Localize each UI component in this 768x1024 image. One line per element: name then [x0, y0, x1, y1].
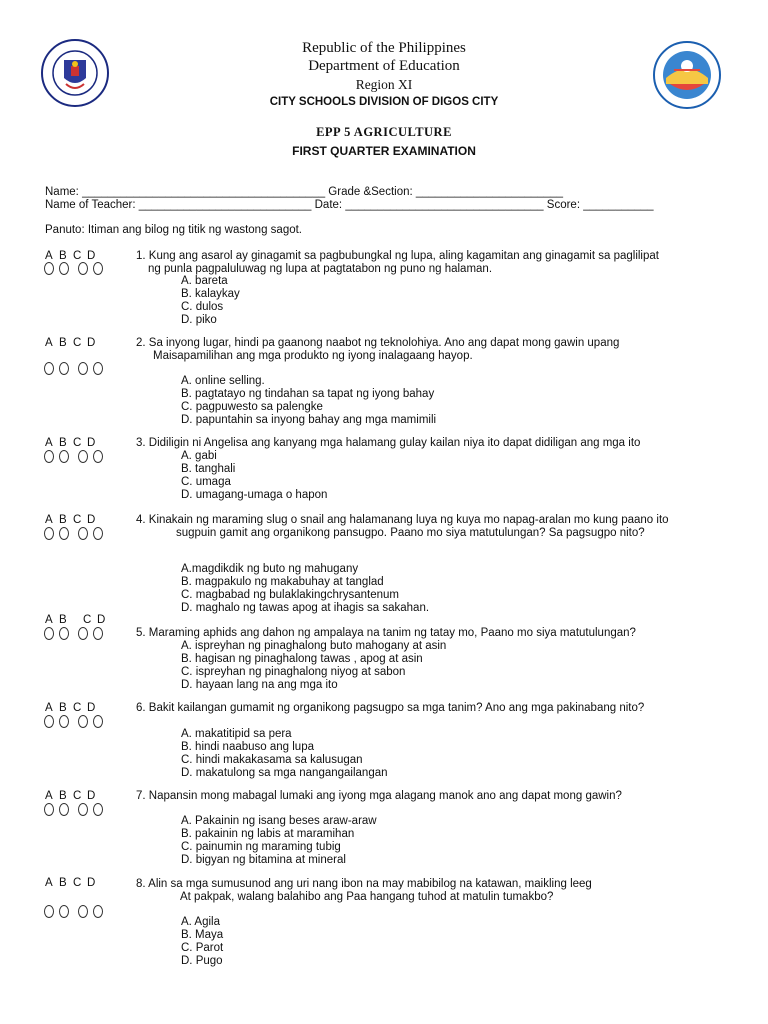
answer-bubbles[interactable]	[44, 715, 108, 728]
question-1-options	[181, 275, 240, 327]
question-7: 7. Napansin mong mabagal lumaki ang iyong mga alagang manok ano ang dapat mong gawin?	[136, 790, 622, 802]
bubble-b[interactable]	[59, 627, 69, 640]
list-item: A. makatitipid sa pera	[181, 728, 292, 740]
answer-letters: A B C D	[45, 877, 96, 889]
question-2: 2. Sa inyong lugar, hindi pa gaanong naabot ng teknolohiya. Ano ang dapat mong gawin upang Maisapamilihan ang mga produkto ng iyong inalagaang hayop.	[136, 337, 620, 362]
list-item: B. Maya	[181, 929, 224, 941]
list-item: D. Pugo	[181, 955, 223, 967]
answer-bubbles[interactable]	[44, 362, 108, 375]
bubble-d[interactable]	[93, 450, 103, 463]
bubble-b[interactable]	[59, 715, 69, 728]
list-item: C. Parot	[181, 942, 224, 954]
bubble-b[interactable]	[59, 905, 69, 918]
question-4: 4. Kinakain ng maraming slug o snail ang halamanang luya ng kuya mo napag-aralan mo kung paano ito sugpuin gamit ang organikong pansugpo. Paano mo siya matutulungan? Sa pagsugpo nito?	[136, 514, 669, 539]
list-item: B. tanghali	[181, 463, 236, 475]
question-6: 6. Bakit kailangan gumamit ng organikong pagsugpo sa mga tanim? Ano ang mga pakinabang nito?	[136, 702, 645, 714]
list-item: C. dulos	[181, 301, 224, 313]
bubble-c[interactable]	[78, 450, 88, 463]
bubble-c[interactable]	[78, 362, 88, 375]
instructions: Panuto: Itiman ang bilog ng titik ng wastong sagot.	[45, 224, 302, 236]
question-4-options	[181, 563, 429, 615]
bubble-c[interactable]	[78, 803, 88, 816]
question-3: 3. Didiligin ni Angelisa ang kanyang mga halamang gulay kailan niya ito dapat didiligan ang mga ito	[136, 437, 641, 449]
bubble-b[interactable]	[59, 362, 69, 375]
list-item: B. magpakulo ng makabuhay at tanglad	[181, 576, 384, 588]
list-item: A.magdikdik ng buto ng mahugany	[181, 563, 359, 575]
bubble-c[interactable]	[78, 262, 88, 275]
bubble-d[interactable]	[93, 715, 103, 728]
question-8: 8. Alin sa mga sumusunod ang uri nang ibon na may mabibilog na katawan, maikling leeg At pakpak, walang balahibo ang Paa hangang tuhod at matulin tumakbo?	[136, 878, 592, 903]
header-republic: Republic of the Philippines	[302, 40, 466, 56]
answer-letters: A B C D	[45, 337, 96, 349]
list-item: C. magbabad ng bulaklakingchrysantenum	[181, 589, 399, 601]
answer-letters: A B C D	[45, 614, 106, 626]
list-item: A. Pakainin ng isang beses araw-araw	[181, 815, 377, 827]
list-item: C. ispreyhan ng pinaghalong niyog at sabon	[181, 666, 406, 678]
list-item: D. bigyan ng bitamina at mineral	[181, 854, 346, 866]
question-3-options	[181, 450, 327, 502]
list-item: C. pagpuwesto sa palengke	[181, 401, 323, 413]
bubble-c[interactable]	[78, 527, 88, 540]
answer-letters: A B C D	[45, 250, 96, 262]
list-item: A. gabi	[181, 450, 217, 462]
list-item: C. umaga	[181, 476, 231, 488]
question-2-options	[181, 375, 436, 427]
question-5: 5. Maraming aphids ang dahon ng ampalaya na tanim ng tatay mo, Paano mo siya matutulungan?	[136, 627, 636, 639]
bubble-a[interactable]	[44, 905, 54, 918]
question-6-options	[181, 728, 388, 780]
answer-bubbles[interactable]	[44, 905, 108, 918]
bubble-a[interactable]	[44, 715, 54, 728]
list-item: B. hagisan ng pinaghalong tawas , apog at asin	[181, 653, 423, 665]
bubble-b[interactable]	[59, 262, 69, 275]
bubble-c[interactable]	[78, 627, 88, 640]
list-item: A. bareta	[181, 275, 228, 287]
answer-bubbles[interactable]	[44, 527, 108, 540]
list-item: A. ispreyhan ng pinaghalong buto mahogany at asin	[181, 640, 447, 652]
list-item: D. maghalo ng tawas apog at ihagis sa sakahan.	[181, 602, 430, 614]
list-item: B. kalaykay	[181, 288, 240, 300]
name-grade-line: Name: ______________________________________ Grade &Section: _______________________	[45, 186, 563, 198]
question-7-options	[181, 815, 377, 867]
exam-title: FIRST QUARTER EXAMINATION	[292, 144, 476, 158]
list-item: D. piko	[181, 314, 217, 326]
answer-bubbles[interactable]	[44, 262, 108, 275]
bubble-c[interactable]	[78, 905, 88, 918]
header-region: Region XI	[355, 77, 413, 92]
header-division: CITY SCHOOLS DIVISION OF DIGOS CITY	[269, 96, 499, 108]
bubble-d[interactable]	[93, 527, 103, 540]
list-item: A. online selling.	[181, 375, 265, 387]
answer-letters: A B C D	[45, 514, 96, 526]
list-item: A. Agila	[181, 916, 220, 928]
bubble-b[interactable]	[59, 803, 69, 816]
bubble-a[interactable]	[44, 527, 54, 540]
bubble-d[interactable]	[93, 905, 103, 918]
question-8-options	[181, 916, 223, 968]
bubble-d[interactable]	[93, 627, 103, 640]
answer-bubbles[interactable]	[44, 803, 108, 816]
teacher-date-score-line: Name of Teacher: ___________________________ Date: _______________________________ Score: ___________	[45, 199, 654, 211]
list-item: D. umagang-umaga o hapon	[181, 489, 328, 501]
bubble-d[interactable]	[93, 803, 103, 816]
list-item: B. pagtatayo ng tindahan sa tapat ng iyong bahay	[181, 388, 435, 400]
list-item: D. papuntahin sa inyong bahay ang mga mamimili	[181, 414, 437, 426]
list-item: C. hindi makakasama sa kalusugan	[181, 754, 363, 766]
list-item: B. pakainin ng labis at maramihan	[181, 828, 355, 840]
question-1: 1. Kung ang asarol ay ginagamit sa pagbubungkal ng lupa, aling kagamitan ang ginagamit sa paglilipat ng punla pagpaluluwag ng lupa at pagtatabon ng puno ng halaman.	[136, 250, 659, 275]
bubble-a[interactable]	[44, 450, 54, 463]
subject-title: EPP 5 AGRICULTURE	[316, 125, 452, 139]
list-item: D. hayaan lang na ang mga ito	[181, 679, 338, 691]
bubble-a[interactable]	[44, 627, 54, 640]
bubble-a[interactable]	[44, 803, 54, 816]
answer-letters: A B C D	[45, 790, 96, 802]
answer-letters: A B C D	[45, 702, 96, 714]
header-department: Department of Education	[308, 58, 460, 74]
bubble-b[interactable]	[59, 450, 69, 463]
list-item: B. hindi naabuso ang lupa	[181, 741, 314, 753]
bubble-a[interactable]	[44, 362, 54, 375]
bubble-d[interactable]	[93, 262, 103, 275]
list-item: C. painumin ng maraming tubig	[181, 841, 341, 853]
bubble-d[interactable]	[93, 362, 103, 375]
answer-bubbles[interactable]	[44, 627, 108, 640]
list-item: D. makatulong sa mga nangangailangan	[181, 767, 388, 779]
bubble-c[interactable]	[78, 715, 88, 728]
answer-letters: A B C D	[45, 437, 96, 449]
answer-bubbles[interactable]	[44, 450, 108, 463]
question-5-options	[181, 640, 446, 692]
bubble-b[interactable]	[59, 527, 69, 540]
bubble-a[interactable]	[44, 262, 54, 275]
